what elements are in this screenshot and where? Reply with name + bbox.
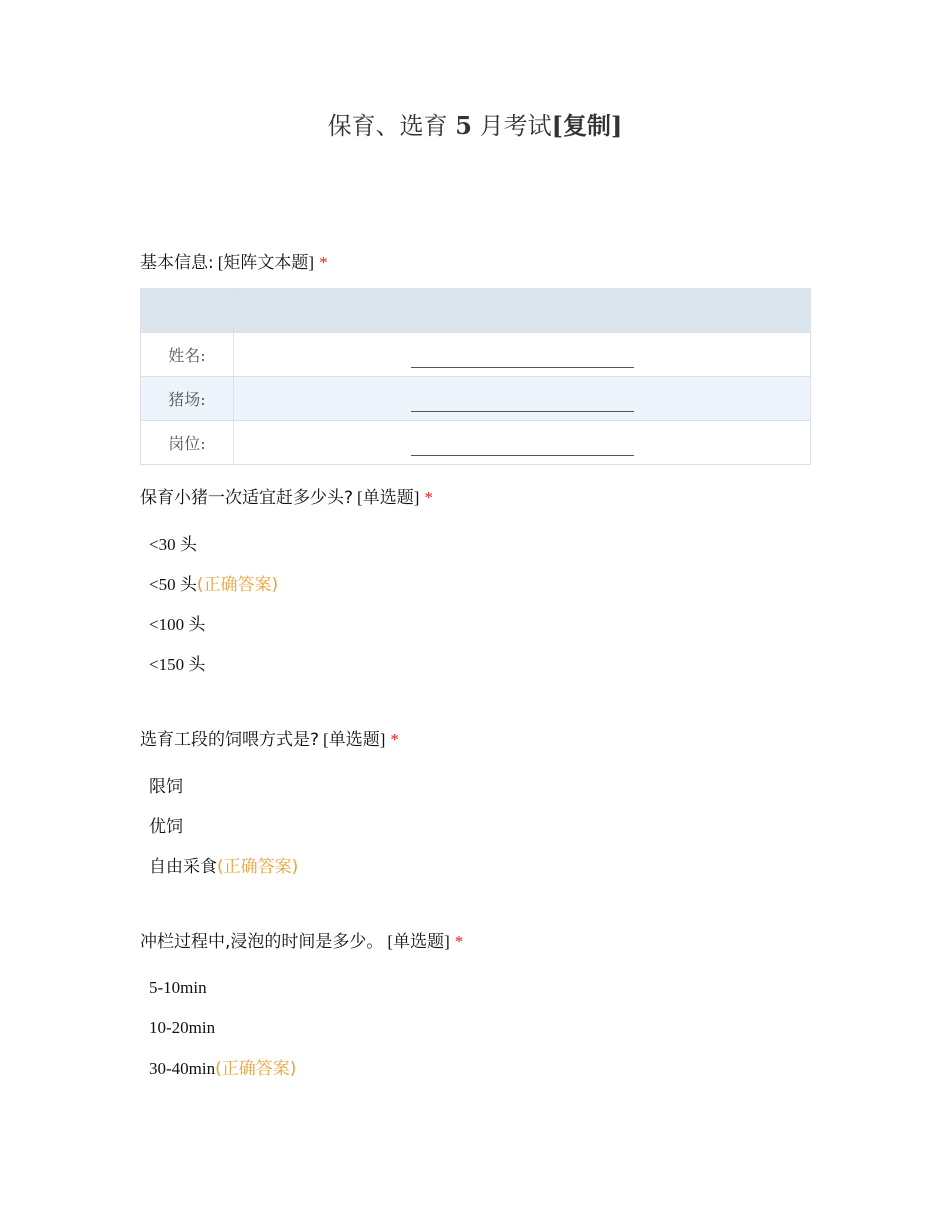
correct-answer-tag: (正确答案) bbox=[215, 1059, 297, 1079]
option-label: <150 头 bbox=[149, 655, 206, 674]
question-2-option-3[interactable] bbox=[149, 613, 205, 637]
matrix-row-label: 猪场: bbox=[141, 377, 234, 421]
matrix-row-name bbox=[141, 333, 811, 377]
question-3-option-3[interactable] bbox=[149, 855, 298, 879]
question-2-title bbox=[140, 487, 433, 509]
matrix-row-farm bbox=[141, 377, 811, 421]
option-label: <30 头 bbox=[149, 535, 197, 554]
option-label: 优饲 bbox=[149, 817, 183, 837]
matrix-table bbox=[140, 288, 811, 465]
title-number: 5 bbox=[455, 111, 472, 140]
question-1-type: [矩阵文本题] bbox=[217, 253, 315, 272]
blank-line[interactable] bbox=[411, 397, 634, 412]
correct-answer-tag: (正确答案) bbox=[196, 575, 279, 595]
blank-line[interactable] bbox=[411, 353, 634, 368]
question-2-option-2[interactable] bbox=[149, 573, 278, 597]
blank-line[interactable] bbox=[411, 441, 634, 456]
question-2-text: 保育小猪一次适宜赶多少头? bbox=[140, 488, 354, 508]
question-3-text: 选育工段的饲喂方式是? bbox=[140, 730, 320, 750]
question-4-title bbox=[140, 931, 463, 953]
question-1-text: 基本信息: bbox=[140, 253, 214, 273]
title-part2: 月考试 bbox=[479, 112, 552, 140]
question-4-text: 冲栏过程中,浸泡的时间是多少。 bbox=[140, 932, 384, 952]
question-3-option-2[interactable] bbox=[149, 815, 183, 839]
title-part1: 保育、选育 bbox=[327, 112, 448, 140]
option-label: 5-10min bbox=[149, 978, 207, 997]
required-mark: * bbox=[424, 488, 433, 507]
required-mark: * bbox=[390, 730, 399, 749]
correct-answer-tag: (正确答案) bbox=[217, 857, 299, 877]
question-3-type: [单选题] bbox=[323, 730, 386, 749]
question-2-type: [单选题] bbox=[357, 488, 420, 507]
matrix-input-cell[interactable] bbox=[234, 377, 811, 421]
option-label: 10-20min bbox=[149, 1018, 216, 1037]
question-2-option-1[interactable] bbox=[149, 533, 197, 557]
question-1-title bbox=[140, 252, 328, 274]
option-label: <50 头 bbox=[149, 575, 197, 594]
option-label: 自由采食 bbox=[149, 857, 217, 877]
question-3-title bbox=[140, 729, 399, 751]
question-4-option-3[interactable] bbox=[149, 1057, 296, 1081]
matrix-input-cell[interactable] bbox=[234, 421, 811, 465]
question-2-option-4[interactable] bbox=[149, 653, 205, 677]
option-label: 30-40min bbox=[149, 1059, 216, 1078]
required-mark: * bbox=[319, 253, 328, 272]
question-4-type: [单选题] bbox=[387, 932, 450, 951]
option-label: 限饲 bbox=[149, 777, 183, 797]
page-title bbox=[0, 110, 950, 142]
matrix-header-row bbox=[141, 289, 811, 333]
matrix-row-label: 姓名: bbox=[141, 333, 234, 377]
matrix-input-cell[interactable] bbox=[234, 333, 811, 377]
matrix-row-label: 岗位: bbox=[141, 421, 234, 465]
question-4-option-2[interactable] bbox=[149, 1016, 215, 1040]
option-label: <100 头 bbox=[149, 615, 206, 634]
question-4-option-1[interactable] bbox=[149, 976, 207, 1000]
matrix-header-value-cell bbox=[234, 289, 811, 333]
matrix-header-label-cell bbox=[141, 289, 234, 333]
title-suffix: [复制] bbox=[551, 111, 623, 140]
required-mark: * bbox=[454, 932, 464, 951]
question-3-option-1[interactable] bbox=[149, 775, 183, 799]
matrix-row-post bbox=[141, 421, 811, 465]
